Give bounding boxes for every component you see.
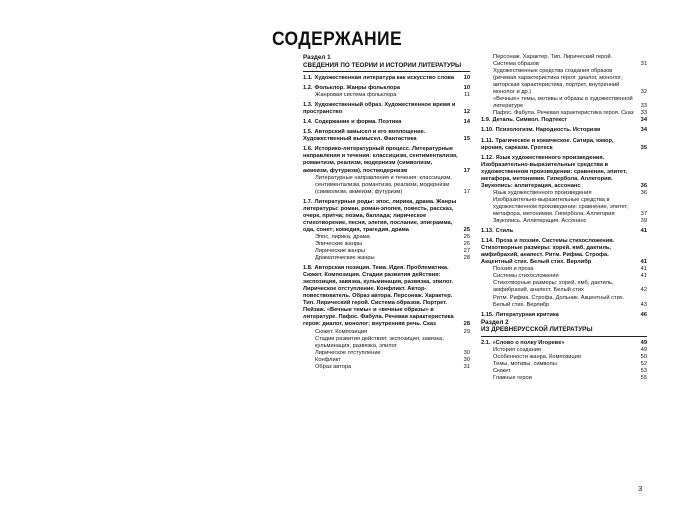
toc-entry-title: Эпические жанры <box>315 240 363 247</box>
toc-entry-number: 1.1. <box>303 74 313 81</box>
toc-entry[interactable] <box>303 336 470 350</box>
toc-entry[interactable] <box>481 295 647 309</box>
toc-entry-page: 37 <box>640 210 647 217</box>
toc-entry-page: 17 <box>463 167 470 174</box>
toc-entry-number: 1.6. <box>303 146 313 153</box>
toc-entry-number: 1.12. <box>481 154 494 161</box>
toc-entry-page: 31 <box>640 61 647 68</box>
toc-entry-page: 35 <box>640 144 647 151</box>
toc-entry-page: 46 <box>640 311 647 318</box>
toc-entry-number: 2.1. <box>481 339 491 346</box>
toc-entry[interactable] <box>303 85 470 92</box>
toc-entry-title: Сюжет <box>493 367 511 374</box>
toc-entry-title: Стиль <box>495 228 514 235</box>
toc-entry-title: Авторская позиция. Тема. Идея. Проблематика. Сюжет. Композиция. Стадии развития действия: экспозиция, завязка, кульминация, развязка, эпилог. Лирическое отступление. Конфликт. Автор-повествователь. Образ автора. Персонаж. Характер. Тип. Лирический герой. Система образов. Портрет. Пейзаж. «Вечные темы» и «вечные образы» в литературе. Пафос. Фабула. Речевая характеристика героя: диалог, монолог; внутренняя речь. Сказ <box>303 265 454 328</box>
toc-entry-page: 52 <box>640 360 647 367</box>
toc-entry-page: 33 <box>640 103 647 110</box>
toc-entry-page: 49 <box>640 339 647 346</box>
toc-entry-title: Звукопись. Аллитерация. Ассонанс <box>493 218 587 225</box>
toc-entry-page: 25 <box>463 233 470 240</box>
toc-entry-title: Пафос. Фабула. Речевая характеристика героя. Сказ <box>493 110 634 117</box>
toc-entry-page: 29 <box>463 328 470 335</box>
toc-entry-page: 41 <box>640 259 647 266</box>
toc-entry[interactable] <box>481 347 647 354</box>
toc-entry-page: 12 <box>463 109 470 116</box>
toc-entry-page: 49 <box>640 346 647 353</box>
toc-entry-title: Ритм. Рифма. Строфа. Дольник. Акцентный стих. Белый стих. Верлибр <box>493 294 625 308</box>
toc-entry-title: Литературные роды: эпос, лирика, драма. Жанры литературы: роман, роман-эпопея, повесть, рассказ, очерк, притча; поэма, баллада; лирическое стихотворение, песня, элегия, послание, эпиграмма, ода, сонет; комедия, трагедия, драма <box>303 198 457 233</box>
toc-entry[interactable] <box>481 190 647 197</box>
toc-entry-page: 39 <box>640 218 647 225</box>
toc-entry-page: 34 <box>640 127 647 134</box>
toc-entry[interactable] <box>481 218 647 225</box>
toc-entry[interactable] <box>481 228 647 235</box>
toc-entry-number: 1.15. <box>481 311 494 318</box>
toc-entry-title: Фольклор. Жанры фольклора <box>314 85 400 92</box>
toc-entry[interactable] <box>481 361 647 368</box>
toc-entry-title: Трагическое и комическое. Сатира, юмор, ирония, сарказм. Гротеск <box>481 137 614 151</box>
toc-entry-page: 15 <box>463 136 470 143</box>
toc-entry[interactable] <box>303 255 470 262</box>
toc-entry-page: 42 <box>640 287 647 294</box>
toc-entry-title: Авторский замысел и его воплощение. Художественный вымысел. Фантастика <box>303 129 426 143</box>
toc-entry[interactable] <box>303 119 470 126</box>
toc-entry-page: 28 <box>463 321 470 328</box>
toc-entry-page: 26 <box>463 240 470 247</box>
toc-entry[interactable] <box>481 54 647 68</box>
toc-entry-page: 53 <box>640 367 647 374</box>
toc-entry-title: Системы стихосложения <box>493 273 559 280</box>
toc-entry-page: 10 <box>463 85 470 92</box>
toc-entry[interactable] <box>481 280 647 294</box>
toc-entry-title: «Вечные» темы, мотивы и образы в художественной литературе <box>493 96 633 110</box>
toc-entry[interactable] <box>303 329 470 336</box>
toc-entry-page: 43 <box>640 301 647 308</box>
toc-entry-page: 36 <box>640 189 647 196</box>
toc-entry-title: Особенности жанра. Композиция <box>493 353 581 360</box>
toc-entry-title: Главные герои <box>493 374 532 381</box>
toc-entry-page: 36 <box>640 182 647 189</box>
toc-entry-title: Образ автора <box>315 363 352 370</box>
toc-entry[interactable] <box>303 175 470 196</box>
toc-entry-number: 1.8. <box>303 265 313 272</box>
toc-entry-number: 1.10. <box>481 127 494 134</box>
toc-entry-title: «Слово о полку Игореве» <box>492 339 565 346</box>
toc-entry[interactable] <box>481 110 647 117</box>
toc-entry[interactable] <box>303 364 470 371</box>
toc-entry-page: 41 <box>640 228 647 235</box>
toc-entry-page: 34 <box>640 117 647 124</box>
toc-entry-page: 11 <box>464 92 470 99</box>
toc-entry[interactable] <box>481 238 647 266</box>
toc-entry[interactable] <box>481 368 647 375</box>
toc-entry-title: Жанровая система фольклора <box>315 92 397 99</box>
toc-entry-page: 33 <box>640 110 647 117</box>
toc-entry-page: 30 <box>463 356 470 363</box>
toc-entry-title: Персонаж. Характер. Тип. Лирический герой. Система образов <box>493 54 613 68</box>
toc-column-left <box>303 54 470 371</box>
toc-entry-number: 1.3. <box>303 102 313 109</box>
toc-entry[interactable] <box>481 155 647 190</box>
toc-entry-page: 41 <box>640 266 647 273</box>
toc-entry[interactable] <box>481 127 647 134</box>
toc-entry-page: 10 <box>463 74 470 81</box>
toc-entry-number: 1.7. <box>303 198 313 205</box>
toc-entry[interactable] <box>481 375 647 382</box>
toc-entry-number: 1.11. <box>481 137 494 144</box>
toc-entry-title: Литературные направления и течения: классицизм, сентиментализм, романтизм, реализм, модернизм (символизм, акмеизм, футуризм) <box>315 174 452 195</box>
toc-entry[interactable] <box>481 197 647 218</box>
section-divider <box>481 336 647 337</box>
toc-entry[interactable] <box>303 199 470 234</box>
toc-entry-title: Художественный образ. Художественное время и пространство <box>303 102 456 116</box>
toc-entry-title: Деталь. Символ. Подтекст <box>492 117 568 124</box>
toc-entry[interactable] <box>481 354 647 361</box>
toc-entry-number: 1.5. <box>303 129 313 136</box>
toc-entry[interactable] <box>481 96 647 110</box>
toc-entry-number: 1.4. <box>303 119 313 126</box>
section-divider <box>303 71 470 72</box>
toc-entry[interactable] <box>303 241 470 248</box>
section-heading: СВЕДЕНИЯ ПО ТЕОРИИ И ИСТОРИИ ЛИТЕРАТУРЫ <box>303 61 462 69</box>
section-heading: Раздел 1 <box>303 54 331 61</box>
toc-entry[interactable] <box>303 102 470 116</box>
section-heading: Раздел 2 <box>481 318 509 326</box>
toc-entry-page: 30 <box>463 349 470 356</box>
toc-entry[interactable] <box>303 92 470 99</box>
toc-entry-title: Художественные средства создания образов (речевая характеристика героя: диалог, монолог; авторская характеристика, портрет, внутренний монолог и др.) <box>493 68 623 96</box>
page-title: СОДЕРЖАНИЕ <box>271 29 403 50</box>
toc-entry-title: Изобразительно-выразительные средства в художественном произведении: сравнение, эпитет, метафора, метонимия. Гипербола. Аллегория <box>493 196 629 217</box>
toc-entry-title: Лирическое отступление <box>315 349 381 356</box>
toc-entry-title: Лирические жанры <box>315 248 365 255</box>
toc-entry-title: Драматические жанры <box>315 255 375 262</box>
toc-entry-title: Конфликт <box>315 356 341 363</box>
toc-column-right <box>481 54 647 382</box>
toc-entry-page: 25 <box>463 226 470 233</box>
toc-entry-title: Проза и поэзия. Системы стихосложения. Стихотворные размеры: хорей, ямб, дактиль, амфибрахий, анапест. Ритм. Рифма. Строфа. Акцентный стих. Белый стих. Верлибр <box>481 238 615 266</box>
toc-entry[interactable] <box>481 117 647 124</box>
toc-entry[interactable] <box>303 248 470 255</box>
toc-entry-title: Язык художественного произведения. Изобразительно-выразительные средства в художественном произведении: сравнение, эпитет, метафора, метонимия. Гипербола. Аллегория. Звукопись: аллитерация, ассонанс <box>481 154 627 189</box>
toc-entry-title: Темы, мотивы, символы <box>493 360 557 367</box>
page-number: 3 <box>638 484 643 493</box>
toc-entry[interactable] <box>481 68 647 96</box>
toc-entry-number: 1.13. <box>481 228 494 235</box>
toc-entry[interactable] <box>481 138 647 152</box>
toc-entry[interactable] <box>303 265 470 328</box>
toc-entry-page: 55 <box>640 374 647 381</box>
toc-entry-title: Содержание и форма. Поэтика <box>314 119 402 126</box>
toc-entry-title: Художественная литература как искусство слова <box>314 74 454 81</box>
toc-entry-title: История создания <box>493 346 542 353</box>
toc-entry-title: Поэзия и проза <box>493 266 534 273</box>
toc-entry-title: Литературная критика <box>495 311 559 318</box>
toc-entry-title: Стадии развития действия: экспозиция, завязка, кульминация, развязка, эпилог <box>315 335 444 349</box>
toc-entry[interactable] <box>303 357 470 364</box>
toc-entry-page: 41 <box>640 273 647 280</box>
toc-entry-number: 1.2. <box>303 85 313 92</box>
toc-entry[interactable] <box>303 146 470 174</box>
toc-entry-title: Стихотворные размеры: хорей, ямб, дактиль, амфибрахий, анапест. Белый стих <box>493 280 614 294</box>
toc-entry[interactable] <box>481 266 647 273</box>
toc-entry-title: Язык художественного произведения <box>493 189 592 196</box>
toc-entry[interactable] <box>303 129 470 143</box>
toc-entry-title: Эпос, лирика, драма <box>315 233 370 240</box>
toc-entry-page: 50 <box>640 353 647 360</box>
toc-entry[interactable] <box>481 312 647 319</box>
toc-entry-page: 32 <box>640 89 647 96</box>
toc-entry[interactable] <box>303 234 470 241</box>
section-heading: ИЗ ДРЕВНЕРУССКОЙ ЛИТЕРАТУРЫ <box>481 326 593 334</box>
toc-entry-page: 27 <box>463 248 470 255</box>
toc-entry-title: Историко-литературный процесс. Литературные направления и течения: классицизм, сентиментализм, романтизм, реализм, модернизм (символизм, акмеизм, футуризм), постмодернизм <box>303 146 458 174</box>
toc-entry-page: 28 <box>463 255 470 262</box>
toc-entry[interactable] <box>303 75 470 82</box>
toc-entry[interactable] <box>303 350 470 357</box>
toc-entry[interactable] <box>481 340 647 347</box>
toc-entry-number: 1.14. <box>481 238 494 245</box>
toc-entry-page: 17 <box>463 188 470 195</box>
toc-entry-title: Психологизм. Народность. Историзм <box>495 127 601 134</box>
toc-entry-page: 31 <box>463 363 470 370</box>
toc-entry-number: 1.9. <box>481 117 491 124</box>
toc-entry-title: Сюжет. Композиция <box>315 328 368 335</box>
toc-entry-page: 14 <box>463 119 470 126</box>
